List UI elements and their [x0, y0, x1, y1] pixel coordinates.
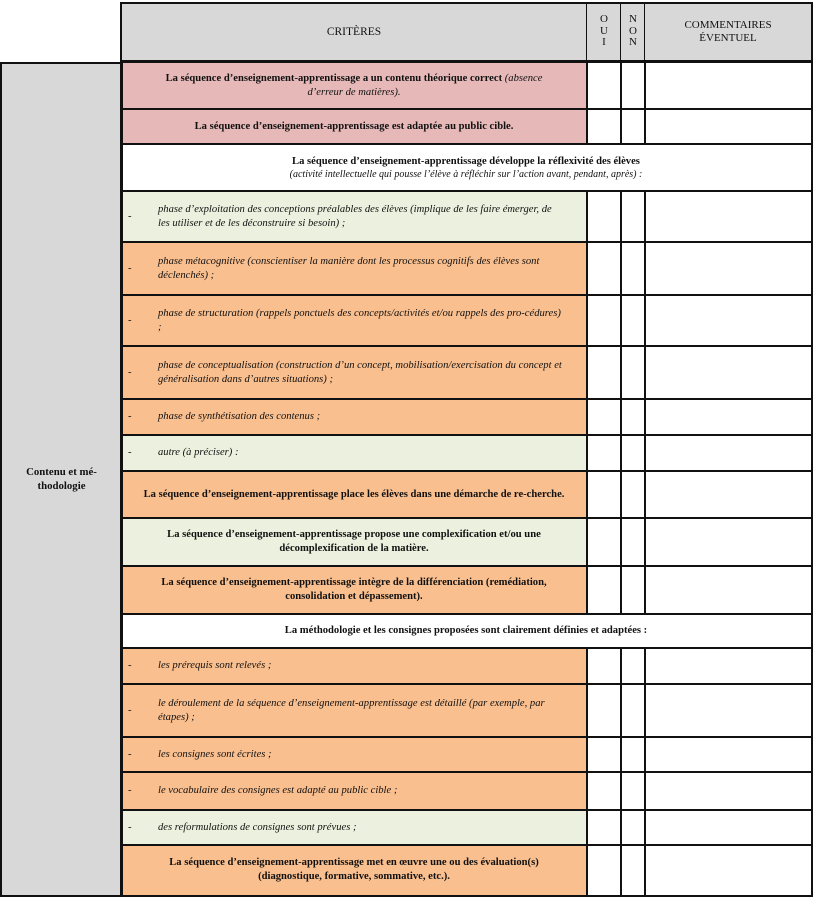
grid-line: [620, 737, 622, 772]
bullet-dash: -: [128, 210, 132, 222]
sub-criterion-cell: [121, 648, 587, 684]
criterion-cell: [121, 566, 587, 614]
sub-criterion-text: phase de synthétisation des contenus ;: [158, 411, 321, 422]
grid-line: [586, 242, 588, 295]
grid-line: [586, 399, 588, 435]
bullet-dash: -: [128, 262, 132, 274]
comment-cell[interactable]: [645, 566, 811, 614]
grid-line: [586, 810, 588, 845]
grid-line: [620, 2, 621, 64]
bullet-dash: -: [128, 411, 132, 422]
sub-criterion-text: phase de conceptualisation (construction d’un concept, mobilisation/exercisation du concept et généralisation dans d’autres situations) ;: [158, 359, 562, 385]
sub-criterion-text: phase de structuration (rappels ponctuels des concepts/activités et/ou rappels des pro-cédures) ;: [158, 307, 561, 333]
yes-cell[interactable]: [587, 63, 621, 109]
grid-line: [586, 346, 588, 399]
no-cell[interactable]: [621, 810, 645, 845]
grid-line: [620, 346, 622, 399]
grid-line: [620, 295, 622, 346]
grid-line: [620, 772, 622, 810]
grid-line: [644, 109, 646, 144]
criterion-text: La séquence d’enseignement-apprentissage met en œuvre une ou des évaluation(s) (diagnostique, formative, sommative, etc.).: [169, 857, 539, 882]
comment-cell[interactable]: [645, 684, 811, 737]
header-criteria: CRITÈRES: [121, 3, 587, 63]
grid-line: [644, 845, 646, 895]
grid-line: [121, 517, 812, 519]
grid-line: [121, 345, 812, 347]
criterion-text: La séquence d’enseignement-apprentissage propose une complexification et/ou une décomplexification de la matière.: [167, 529, 541, 554]
comment-cell[interactable]: [645, 399, 811, 435]
sub-criterion-text: autre (à préciser) :: [158, 447, 239, 458]
no-cell[interactable]: [621, 399, 645, 435]
grid-line: [644, 772, 646, 810]
no-cell[interactable]: [621, 191, 645, 242]
bullet-dash: -: [128, 821, 132, 833]
grid-line: [620, 63, 622, 109]
bullet-dash: -: [128, 704, 132, 716]
grid-line: [620, 810, 622, 845]
no-cell[interactable]: [621, 295, 645, 346]
yes-cell[interactable]: [587, 242, 621, 295]
no-cell[interactable]: [621, 737, 645, 772]
grid-line: [120, 2, 122, 65]
no-cell[interactable]: [621, 109, 645, 144]
sub-criterion-cell: [121, 346, 587, 399]
yes-cell[interactable]: [587, 566, 621, 614]
no-cell[interactable]: [621, 346, 645, 399]
no-cell[interactable]: [621, 566, 645, 614]
header-comments: [645, 3, 811, 63]
bullet-dash: -: [128, 447, 132, 458]
header-yes: [587, 3, 621, 63]
sub-criterion-cell: [121, 191, 587, 242]
yes-cell[interactable]: [587, 191, 621, 242]
grid-line: [121, 434, 812, 436]
grid-line: [121, 398, 812, 400]
yes-cell[interactable]: [587, 737, 621, 772]
yes-cell[interactable]: [587, 684, 621, 737]
criterion-text-line1: [166, 72, 543, 86]
bullet-dash: -: [128, 314, 132, 326]
sub-criterion-text: le déroulement de la séquence d’enseignement-apprentissage est détaillé (par exemple, par étapes) ;: [158, 697, 545, 723]
grid-line: [644, 2, 645, 64]
grid-line: [121, 844, 812, 846]
grid-line: [620, 845, 622, 895]
no-cell[interactable]: [621, 772, 645, 810]
grid-line: [644, 471, 646, 518]
section-heading: [121, 614, 811, 648]
sub-criterion-text: phase d’exploitation des conceptions préalables des élèves (implique de les faire émerger, de les utiliser et de les déconstruire si besoin) ;: [158, 203, 552, 229]
grid-line: [0, 62, 123, 64]
header-no-letter: N: [629, 36, 637, 49]
sub-criterion-text: les consignes sont écrites ;: [158, 748, 272, 760]
criterion-text: La séquence d’enseignement-apprentissage est adaptée au public cible.: [194, 120, 514, 132]
comment-cell[interactable]: [645, 518, 811, 566]
sub-criterion-text: phase métacognitive (conscientiser la manière dont les processus cognitifs des élèves sont déclenchés) ;: [158, 255, 540, 281]
section-heading-line1: La séquence d’enseignement-apprentissage développe la réflexivité des élèves: [292, 155, 640, 167]
grid-line: [644, 191, 646, 242]
comment-cell[interactable]: [645, 242, 811, 295]
no-cell[interactable]: [621, 518, 645, 566]
grid-line: [586, 566, 588, 614]
sub-criterion-cell: [121, 435, 587, 471]
grid-line: [586, 63, 588, 109]
criterion-text-line2: d’erreur de matières).: [307, 87, 401, 98]
section-heading-line2: (activité intellectuelle qui pousse l’élève à réfléchir sur l’action avant, pendant, après) :: [289, 168, 643, 180]
criterion-cell: [121, 471, 587, 518]
criterion-text: La séquence d’enseignement-apprentissage a un contenu théorique correct: [165, 73, 503, 84]
sub-criterion-cell: [121, 242, 587, 295]
header-no-letter: O: [629, 24, 637, 37]
grid-line: [620, 399, 622, 435]
no-cell[interactable]: [621, 471, 645, 518]
criterion-cell: [121, 63, 587, 109]
bullet-dash: -: [128, 785, 132, 796]
grid-line: [620, 684, 622, 737]
header-yes-letter: U: [600, 24, 608, 37]
grid-line: [644, 435, 646, 471]
yes-cell[interactable]: [587, 346, 621, 399]
grid-line: [620, 566, 622, 614]
grid-line: [586, 295, 588, 346]
grid-line: [121, 771, 812, 773]
header-comments-line2: ÉVENTUEL: [699, 31, 757, 44]
grid-line: [620, 191, 622, 242]
grid-line: [121, 108, 812, 110]
grid-line: [121, 613, 812, 615]
header-comments-line1: COMMENTAIRES: [684, 18, 772, 31]
criterion-text: La séquence d’enseignement-apprentissage place les élèves dans une démarche de re-cherche.: [143, 488, 565, 500]
yes-cell[interactable]: [587, 399, 621, 435]
grid-line: [121, 647, 812, 649]
grid-line: [121, 143, 812, 145]
no-cell[interactable]: [621, 63, 645, 109]
bullet-dash: -: [128, 660, 132, 671]
yes-cell[interactable]: [587, 648, 621, 684]
sub-criterion-cell: [121, 684, 587, 737]
side-label-contenu-methodologie: [2, 63, 121, 895]
grid-line: [644, 63, 646, 109]
no-cell[interactable]: [621, 684, 645, 737]
side-label-line1: Contenu et mé-: [26, 466, 97, 478]
sub-criterion-text: les prérequis sont relevés ;: [158, 660, 272, 671]
side-label-line2: thodologie: [37, 480, 86, 492]
grid-line: [620, 648, 622, 684]
grid-line: [586, 737, 588, 772]
grid-line: [586, 684, 588, 737]
header-yes-letter: O: [600, 13, 608, 26]
yes-cell[interactable]: [587, 471, 621, 518]
bullet-dash: -: [128, 748, 132, 760]
grid-line: [121, 241, 812, 243]
sub-criterion-cell: [121, 737, 587, 772]
grid-line: [644, 684, 646, 737]
grid-line: [586, 845, 588, 895]
grid-line: [644, 566, 646, 614]
grid-line: [121, 294, 812, 296]
grid-line: [620, 518, 622, 566]
header-no: [621, 3, 645, 63]
criterion-cell: [121, 518, 587, 566]
grid-line: [0, 62, 2, 897]
section-heading: [121, 144, 811, 191]
sub-criterion-text: le vocabulaire des consignes est adapté au public cible ;: [158, 785, 398, 796]
grid-line: [121, 683, 812, 685]
grid-line: [644, 518, 646, 566]
grid-line: [121, 470, 812, 472]
grid-line: [811, 2, 813, 897]
criterion-text-italic: (absence: [502, 73, 543, 84]
yes-cell[interactable]: [587, 845, 621, 895]
grid-line: [644, 295, 646, 346]
grid-line: [121, 565, 812, 567]
yes-cell[interactable]: [587, 435, 621, 471]
grid-line: [586, 2, 587, 64]
yes-cell[interactable]: [587, 109, 621, 144]
header-yes-letter: I: [602, 36, 606, 49]
grid-line: [620, 471, 622, 518]
comment-cell[interactable]: [645, 295, 811, 346]
grid-line: [644, 648, 646, 684]
no-cell[interactable]: [621, 242, 645, 295]
grid-line: [644, 346, 646, 399]
grid-line: [586, 648, 588, 684]
comment-cell[interactable]: [645, 845, 811, 895]
comment-cell[interactable]: [645, 772, 811, 810]
comment-cell[interactable]: [645, 435, 811, 471]
yes-cell[interactable]: [587, 518, 621, 566]
grid-line: [586, 772, 588, 810]
yes-cell[interactable]: [587, 772, 621, 810]
comment-cell[interactable]: [645, 471, 811, 518]
grid-line: [121, 736, 812, 738]
grid-line: [620, 109, 622, 144]
section-heading-line1: La méthodologie et les consignes proposées sont clairement définies et adaptées :: [284, 625, 648, 636]
comment-cell[interactable]: [645, 63, 811, 109]
criterion-cell: [121, 109, 587, 144]
no-cell[interactable]: [621, 435, 645, 471]
sub-criterion-cell: [121, 810, 587, 845]
criterion-cell: [121, 845, 587, 895]
comment-cell[interactable]: [645, 109, 811, 144]
comment-cell[interactable]: [645, 810, 811, 845]
bullet-dash: -: [128, 366, 132, 378]
sub-criterion-cell: [121, 399, 587, 435]
grid-line: [644, 737, 646, 772]
no-cell[interactable]: [621, 648, 645, 684]
comment-cell[interactable]: [645, 346, 811, 399]
grid-line: [586, 471, 588, 518]
sub-criterion-text: des reformulations de consignes sont prévues ;: [158, 821, 357, 833]
grid-line: [586, 518, 588, 566]
header-no-letter: N: [629, 13, 637, 26]
grid-line: [644, 399, 646, 435]
grid-line: [644, 810, 646, 845]
comment-cell[interactable]: [645, 737, 811, 772]
sub-criterion-cell: [121, 295, 587, 346]
yes-cell[interactable]: [587, 295, 621, 346]
comment-cell[interactable]: [645, 191, 811, 242]
grid-line: [121, 190, 812, 192]
grid-line: [586, 191, 588, 242]
no-cell[interactable]: [621, 845, 645, 895]
criterion-text: La séquence d’enseignement-apprentissage intègre de la différenciation (remédiation, consolidation et dépassement).: [161, 577, 547, 602]
comment-cell[interactable]: [645, 648, 811, 684]
grid-line: [644, 242, 646, 295]
grid-line: [120, 2, 813, 4]
grid-line: [586, 435, 588, 471]
grid-line: [121, 809, 812, 811]
grid-line: [620, 242, 622, 295]
sub-criterion-cell: [121, 772, 587, 810]
grid-line: [586, 109, 588, 144]
grid-line: [620, 435, 622, 471]
yes-cell[interactable]: [587, 810, 621, 845]
